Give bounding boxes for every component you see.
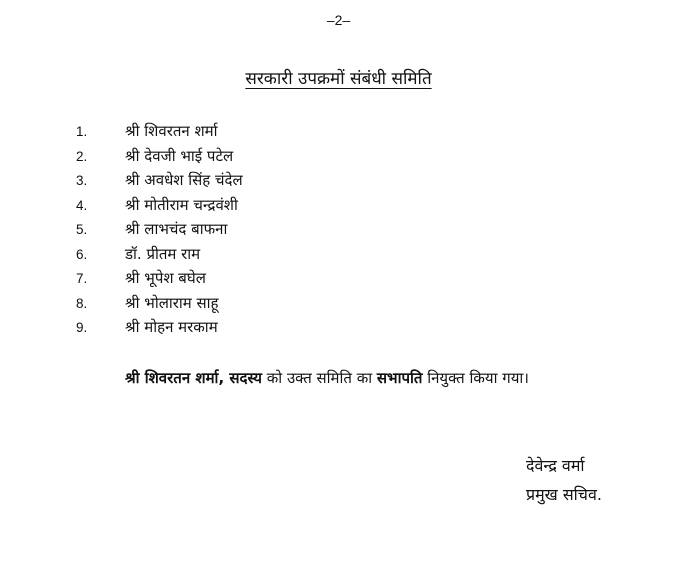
chairman-name: श्री शिवरतन शर्मा, सदस्य [125,369,263,387]
member-item [0,316,677,341]
member-number: 5. [76,222,88,237]
signature-block [526,451,602,509]
member-name: श्री मोहन मरकाम [125,318,218,336]
member-number: 2. [76,148,88,164]
committee-title [0,66,677,89]
member-name: श्री देवजी भाई पटेल [125,146,234,165]
member-number: 9. [76,320,88,335]
signatory-designation: प्रमुख सचिव. [526,485,602,504]
member-number: 6. [76,246,88,262]
chairman-role: सभापति [376,369,423,387]
member-name: श्री लाभचंद बाफना [125,220,228,238]
member-name: डॉ. प्रीतम राम [125,244,201,263]
statement-text-2: नियुक्त किया गया। [422,369,529,387]
member-item [0,120,677,145]
appointment-statement [125,368,665,388]
member-item [0,194,677,219]
member-name: श्री मोतीराम चन्द्रवंशी [125,195,238,214]
member-name: श्री भोलाराम साहू [125,293,219,312]
member-item [0,267,677,292]
member-item [0,145,677,170]
member-number: 8. [76,295,88,311]
member-item [0,218,677,243]
member-item [0,243,677,268]
member-item [0,169,677,194]
committee-title-text: सरकारी उपक्रमों संबंधी समिति [245,69,432,89]
member-number: 7. [76,271,88,286]
member-list [0,120,677,341]
member-item [0,292,677,317]
member-name: श्री भूपेश बघेल [125,269,206,287]
member-number: 3. [76,173,88,188]
member-name: श्री शिवरतन शर्मा [125,122,218,140]
member-number: 4. [76,197,88,213]
member-number: 1. [76,124,88,139]
page-number: –2– [326,12,351,28]
member-name: श्री अवधेश सिंह चंदेल [125,171,243,189]
statement-text-1: को उक्त समिति का [262,369,377,387]
signatory-name: देवेन्द्र वर्मा [526,456,585,475]
